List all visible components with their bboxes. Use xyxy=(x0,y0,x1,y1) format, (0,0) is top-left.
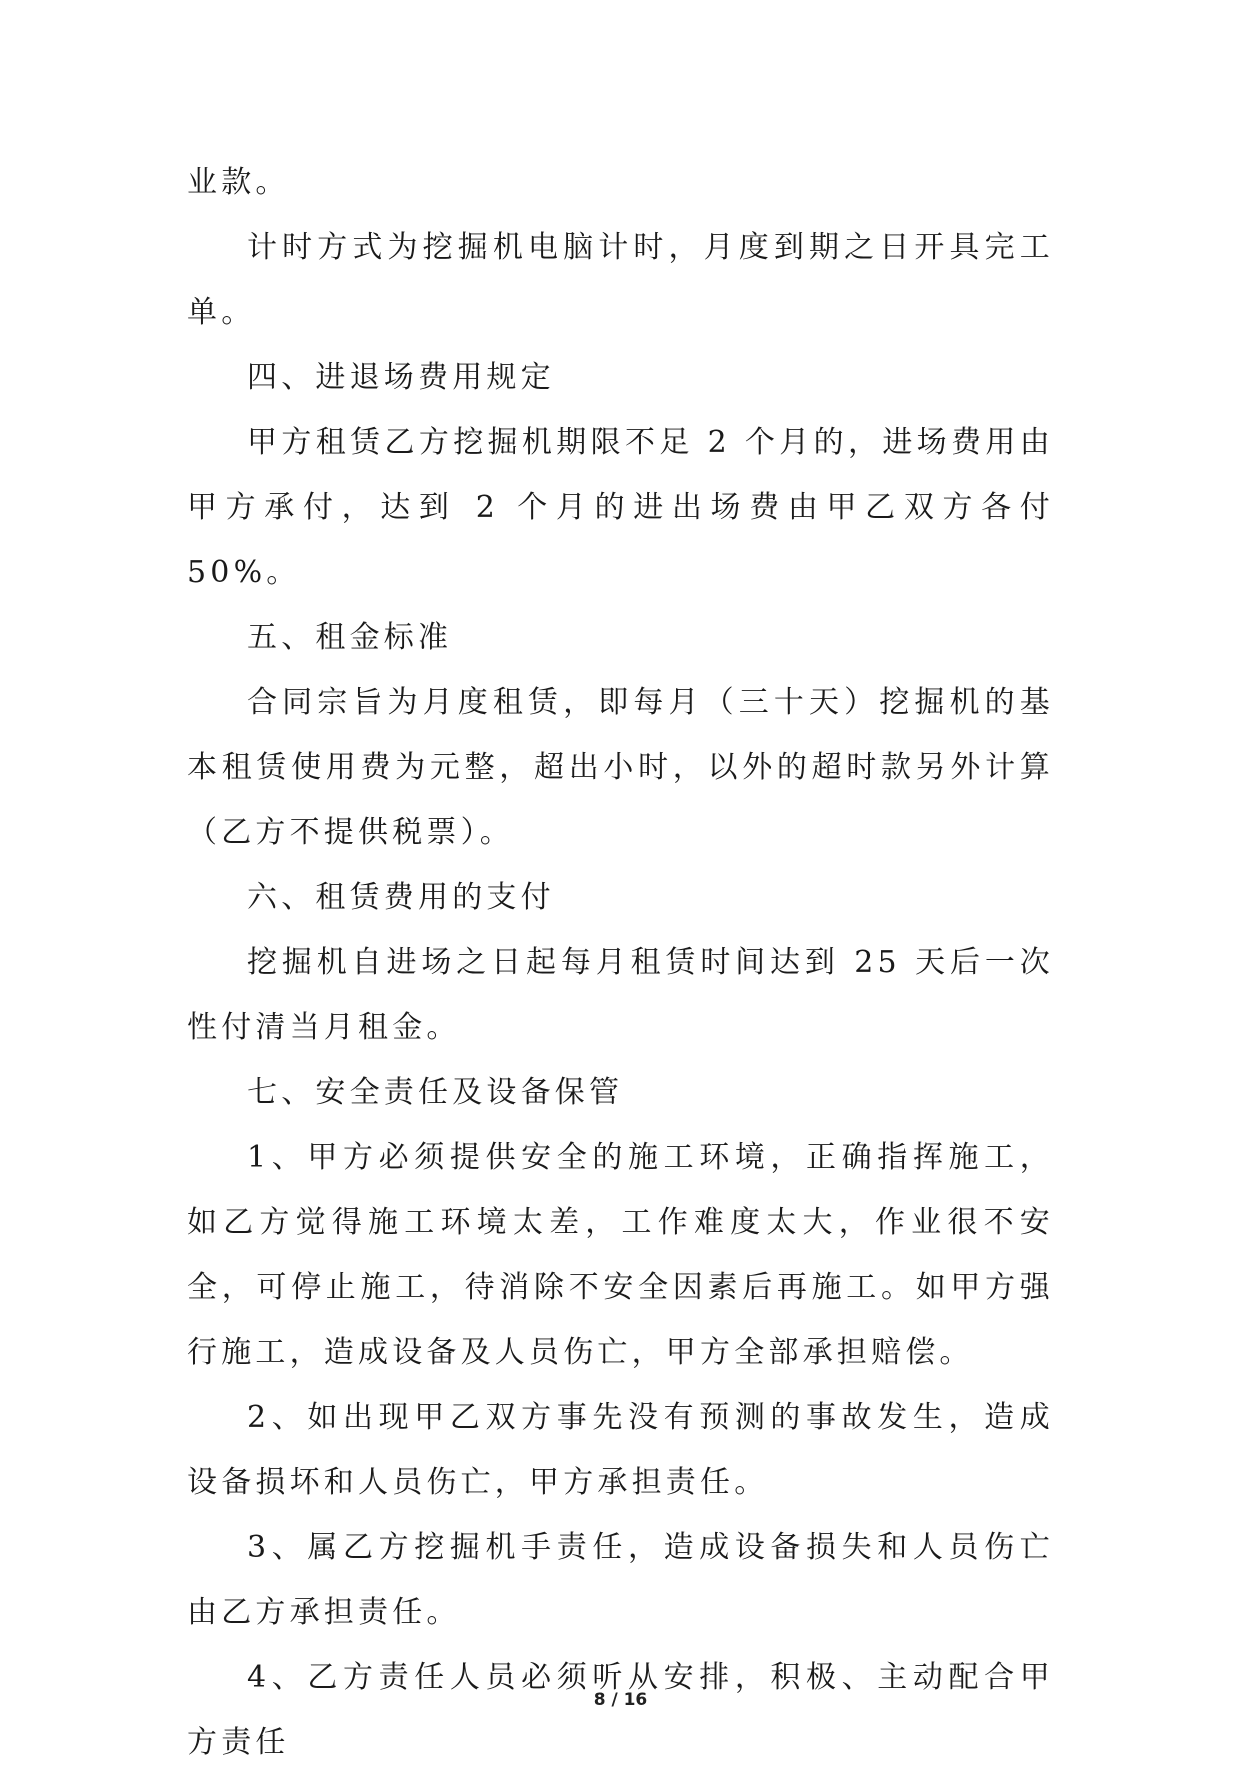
paragraph-entry-exit-fees: 甲方租赁乙方挖掘机期限不足 2 个月的，进场费用由甲方承付，达到 2 个月的进出场费由甲乙双方各付 50%。 xyxy=(187,425,1054,590)
clause-safety-3: 3、属乙方挖掘机手责任，造成设备损失和人员伤亡由乙方承担责任。 xyxy=(187,1530,1054,1630)
section-heading-rent-payment: 六、租赁费用的支付 xyxy=(247,880,555,915)
section-heading-entry-exit-fees: 四、进退场费用规定 xyxy=(247,360,555,395)
section-heading-rent-standard: 五、租金标准 xyxy=(247,620,453,655)
paragraph-timing-method: 计时方式为挖掘机电脑计时，月度到期之日开具完工单。 xyxy=(187,230,1054,330)
clause-safety-2: 2、如出现甲乙双方事先没有预测的事故发生，造成设备损坏和人员伤亡，甲方承担责任。 xyxy=(187,1400,1054,1500)
clause-safety-1: 1、甲方必须提供安全的施工环境，正确指挥施工，如乙方觉得施工环境太差，工作难度太大，作业很不安全，可停止施工，待消除不安全因素后再施工。如甲方强行施工，造成设备及人员伤亡，甲方全部承担赔偿。 xyxy=(187,1140,1054,1370)
paragraph-rent-payment: 挖掘机自进场之日起每月租赁时间达到 25 天后一次性付清当月租金。 xyxy=(187,945,1054,1045)
clause-safety-4: 4、乙方责任人员必须听从安排，积极、主动配合甲方责任 xyxy=(187,1660,1054,1760)
paragraph-continuation: 业款。 xyxy=(187,165,290,200)
paragraph-rent-standard: 合同宗旨为月度租赁，即每月（三十天）挖掘机的基本租赁使用费为元整，超出小时，以外的超时款另外计算（乙方不提供税票）。 xyxy=(187,685,1054,850)
page-number: 8 / 16 xyxy=(593,1690,648,1710)
document-body xyxy=(187,150,1054,1775)
section-heading-safety: 七、安全责任及设备保管 xyxy=(247,1075,624,1110)
